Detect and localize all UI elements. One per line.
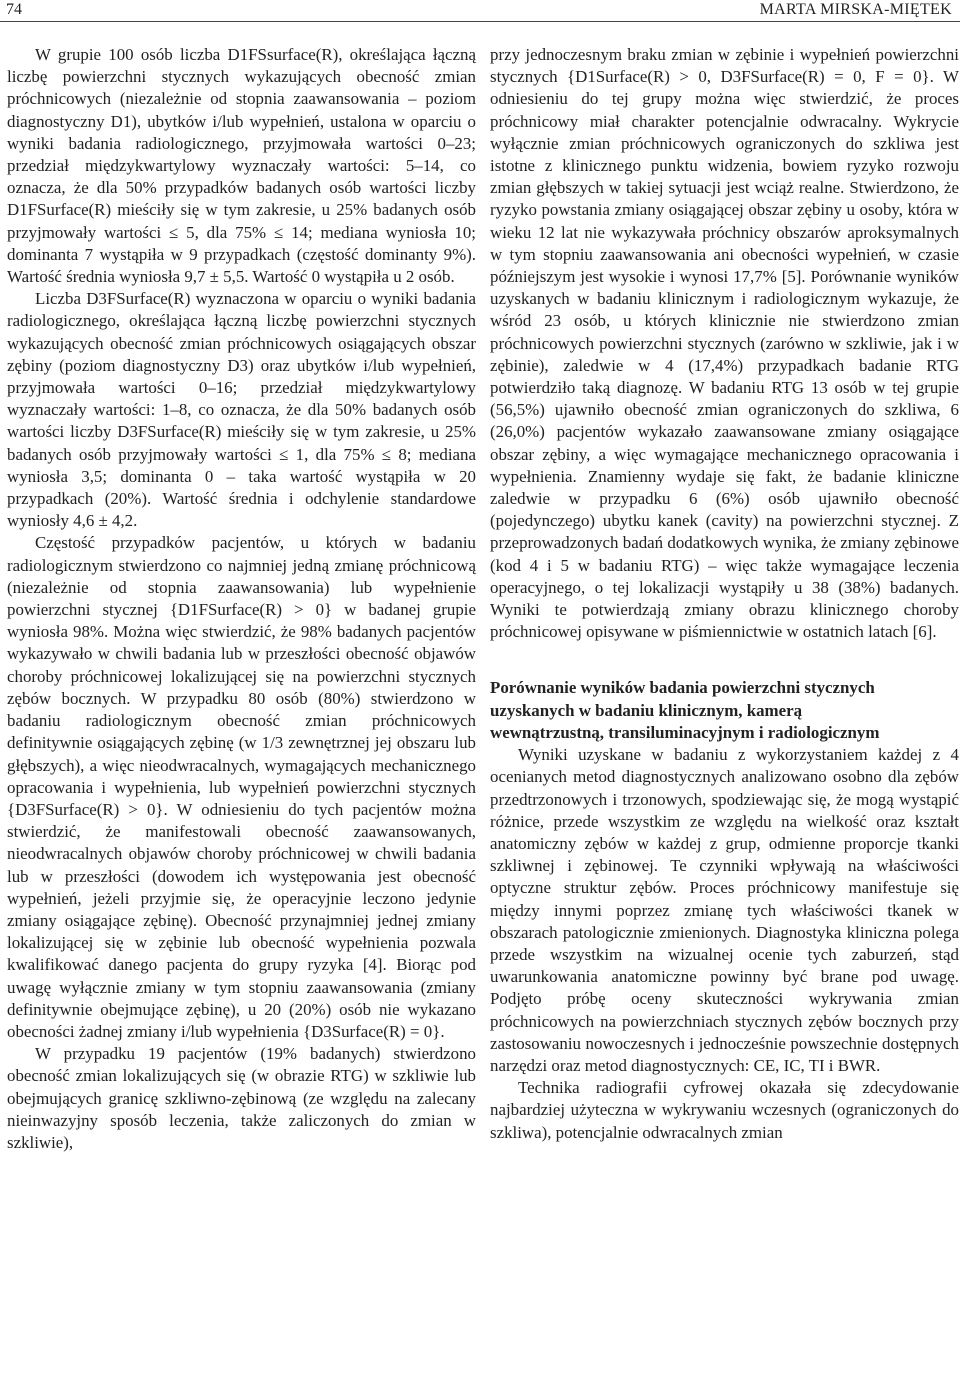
paragraph-methods: Wyniki uzyskane w badaniu z wykorzystaniem każdej z 4 ocenianych metod diagnostycznych analizowano osobno dla zębów przedtrzonowych i trzonowych, spodziewając się, że mogą wystąpić różnice, przede wszystkim ze względu na wielkość oraz kształt anatomiczny zębów w każdej z grup, odmienne proporcje tkanki szkliwnej i zębinowej. Te czynniki wpływają na właściwości optyczne struktur zębów. Proces próchnicowy manifestuje się między innymi poprzez zmianę tych właściwości tkanek w obszarach patologicznie zmienionych. Diagnostyka kliniczna polega przede wszystkim na wizualnej ocenie tych zaburzeń, stąd uwarunkowania anatomiczne powinny być brane pod uwagę. Podjęto próbę oceny skuteczności wykrywania zmian próchnicowych na powierzchniach stycznych zębów bocznych przy zastosowaniu nowoczesnych i jednocześnie powszechnie dostępnych narzędzi oraz metod diagnostycznych: CE, IC, TI i BWR. [490, 745, 959, 1075]
paragraph-continued: przy jednoczesnym braku zmian w zębinie i wypełnień powierzchni stycznych {D1Surface(R) > 0, D3FSurface(R) = 0, F = 0}. W odniesieniu do tej grupy można więc stwierdzić, że proces próchnicowy miał charakter potencjalnie odwracalny. Wykrycie wyłącznie zmian próchnicowych ograniczonych do szkliwa jest istotne z klinicznego punktu widzenia, bowiem ryzyko rozwoju zmian głębszych w takiej sytuacji jest wciąż realne. Stwierdzono, że ryzyko powstania zmiany osiągającej obszar zębiny u osoby, która w wieku 12 lat nie wykazywała próchnicy obszarów aproksymalnych w tym stopniu zaawansowania ani obecności wypełnień, w czasie późniejszym jest wysokie i wynosi 17,7% [5]. Porównanie wyników uzyskanych w badaniu klinicznym i radiologicznym wykazuje, że wśród 23 osób, u których klinicznie nie stwierdzono zmian próchnicowych powierzchni stycznych (zarówno w szkliwie, jak i w zębinie), zaledwie w 4 (17,4%) przypadkach badanie RTG potwierdziło taką diagnozę. W badaniu RTG 13 osób w tej grupie (56,5%) ujawniło obecność zmian ograniczonych do szkliwa, 6 (26,0%) pacjentów wykazało zaawansowane zmiany osiągające obszar zębiny, a więc wymagające mechanicznego opracowania i wypełnienia. Znamienny wydaje się fakt, że badanie kliniczne zaledwie w przypadku 6 (6%) osób ujawniło obecność (pojedynczego) ubytku kanek (cavity) na powierzchni stycznej. Z przeprowadzonych badań dodatkowych wynika, że zmiany zębinowe (kod 4 i 5 w badaniu RTG) – więc także wymagające leczenia operacyjnego, o tej lokalizacji wystąpiły u 38 (38%) badanych. Wyniki te potwierdzają zmiany obrazu klinicznego choroby próchnicowej opisywane w piśmiennictwie w ostatnich latach [6]. [490, 45, 959, 642]
running-header [0, 0, 960, 22]
right-column [490, 44, 959, 1144]
header-rule [0, 21, 960, 22]
paragraph-d3-stats: Liczba D3FSurface(R) wyznaczona w oparciu o wyniki badania radiologicznego, określająca łączną liczbę powierzchni stycznych wykazujących obecność zmian próchnicowych osiągających obszar zębiny (poziom diagnostyczny D3) oraz ubytków i/lub wypełnień, przyjmowała wartości 0–16; przedział międzykwartylowy wyznaczały wartości: 1–8, co oznacza, że dla 50% badanych osób wartości liczby D3FSurface(R) mieściły się w tym zakresie, u 25% badanych osób przyjmowały wartości ≤ 1, dla 75% ≤ 8; mediana wyniosła 3,5; dominanta 0 – taka wartość wystąpiła w 20 przypadkach (20%). Wartość średnia i odchylenie standardowe wyniosły 4,6 ± 4,2. [7, 289, 476, 531]
left-column [7, 44, 476, 1154]
section-heading: Porównanie wyników badania powierzchni stycznych uzyskanych w badaniu klinicznym, kamerą wewnątrzustną, transiluminacyjnym i radiologicznym [490, 678, 880, 742]
page-number: 74 [6, 1, 22, 18]
paragraph-frequency: Częstość przypadków pacjentów, u których w badaniu radiologicznym stwierdzono co najmniej jedną zmianę próchnicową (niezależnie od stopnia zaawansowania) lub wypełnienie powierzchni stycznej {D1FSurface(R) > 0} w badanej grupie wyniosła 98%. Można więc stwierdzić, że 98% badanych pacjentów wykazywało w chwili badania lub w przeszłości obecność objawów choroby próchnicowej lokalizującej się na powierzchni stycznych zębów bocznych. W przypadku 80 osób (80%) stwierdzono w badaniu radiologicznym obecność zmian próchnicowych definitywnie osiągających zębinę (w 1/3 zewnętrznej jej obszaru lub głębszych), a więc nieodwracalnych, wymagających mechanicznego opracowania i wypełnienia, lub wypełnień powierzchni stycznych {D3FSurface(R) > 0}. W odniesieniu do tych pacjentów można stwierdzić, że manifestowali obecność zaawansowanych, nieodwracalnych objawów choroby próchnicowej w chwili badania lub w przeszłości (dowodem ich występowania jest obecność wypełnień, jeżeli przyjmie się, że operacyjnie leczono jedynie zmiany osiągające zębinę). Obecność przynajmniej jednej zmiany lokalizującej się w zębinie lub obecność wypełnienia pozwala kwalifikować danego pacjenta do grupy ryzyka [4]. Biorąc pod uwagę wyłącznie zmiany w tym stopniu zaawansowania (zmiany definitywnie obejmujące zębinę), u 20 (20%) osób nie wykazano obecności żadnej zmiany i/lub wypełnienia {D3Surface(R) = 0}. [7, 533, 476, 1041]
running-title: MARTA MIRSKA-MIĘTEK [759, 1, 952, 18]
paragraph-enamel-lesions: W przypadku 19 pacjentów (19% badanych) stwierdzono obecność zmian lokalizujących się (w obrazie RTG) w szkliwie lub obejmujących granicę szkliwno-zębinową (ze względu na zalecany nieinwazyjny sposób leczenia, także zaliczonych do zmian w szkliwie), [7, 1044, 476, 1152]
paragraph-radiography: Technika radiografii cyfrowej okazała się zdecydowanie najbardziej użyteczna w wykrywaniu wczesnych (ograniczonych do szkliwa), potencjalnie odwracalnych zmian [490, 1078, 959, 1142]
paragraph-d1-stats: W grupie 100 osób liczba D1FSsurface(R), określająca łączną liczbę powierzchni stycznych wykazujących obecność zmian próchnicowych (niezależnie od stopnia zaawansowania – poziom diagnostyczny D1), ubytków i/lub wypełnień, ustalona w oparciu o wyniki badania radiologicznego, przyjmowała wartości 0–23; przedział międzykwartylowy wyznaczały wartości: 5–14, co oznacza, że dla 50% przypadków badanych osób wartości liczby D1FSurface(R) mieściły się w tym zakresie, u 25% badanych osób przyjmowały wartości ≤ 5, dla 75% ≤ 14; mediana wyniosła 10; dominanta 7 wystąpiła w 9 przypadkach (częstość dominanty 9%). Wartość średnia wyniosła 9,7 ± 5,5. Wartość 0 wystąpiła u 2 osób. [7, 45, 476, 287]
